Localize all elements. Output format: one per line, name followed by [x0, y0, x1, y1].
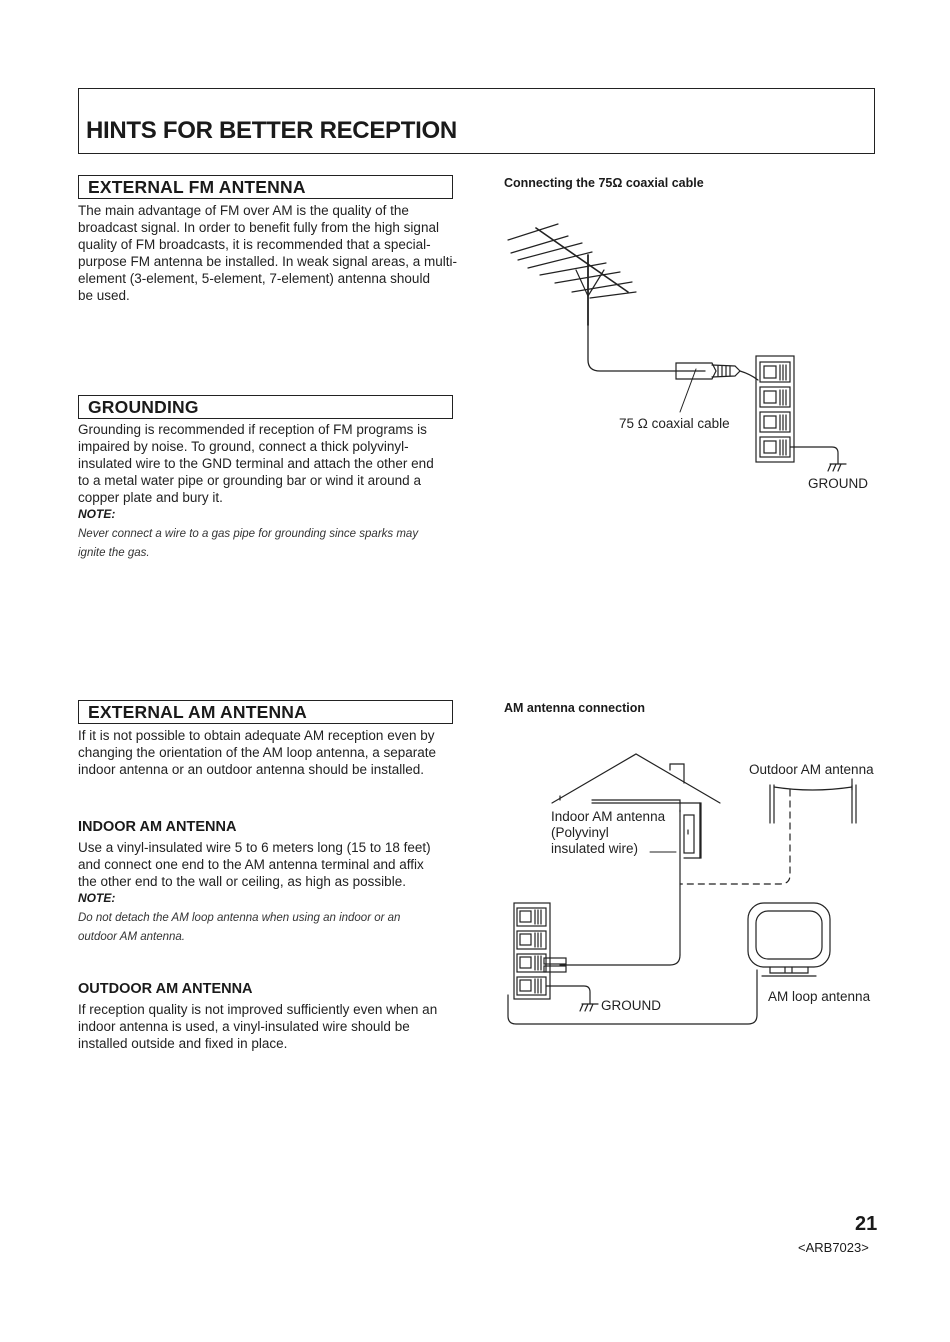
- am-section-title: EXTERNAL AM ANTENNA: [88, 702, 307, 722]
- fm-line: quality of FM broadcasts, it is recommended that a special-: [78, 237, 431, 252]
- cable-leader-line: [680, 369, 696, 412]
- page-title: HINTS FOR BETTER RECEPTION: [86, 117, 457, 144]
- outdoor-antenna-label: Outdoor AM antenna: [749, 762, 874, 777]
- outdoor-line: indoor antenna is used, a vinyl-insulated wire should be: [78, 1019, 410, 1034]
- fm-line: be used.: [78, 288, 130, 303]
- fm-line: broadcast signal. In order to benefit fully from the high signal: [78, 220, 439, 235]
- grounding-line: Grounding is recommended if reception of FM programs is: [78, 422, 427, 437]
- indoor-wire-to-terminal: [560, 955, 680, 965]
- am-line: If it is not possible to obtain adequate AM reception even by: [78, 728, 435, 743]
- grounding-line: to a metal water pipe or grounding bar or wind it around a: [78, 473, 421, 488]
- am-line: indoor antenna or an outdoor antenna should be installed.: [78, 762, 425, 777]
- am-line: changing the orientation of the AM loop antenna, a separate: [78, 745, 437, 760]
- grounding-line: copper plate and bury it.: [78, 490, 223, 505]
- indoor-line: and connect one end to the AM antenna terminal and affix: [78, 857, 424, 872]
- fm-section-title: EXTERNAL FM ANTENNA: [88, 177, 306, 197]
- indoor-line: the other end to the wall or ceiling, as high as possible.: [78, 874, 406, 889]
- grounding-line: insulated wire to the GND terminal and attach the other end: [78, 456, 434, 471]
- loop-cable: [508, 970, 757, 1024]
- am-ground-label: GROUND: [601, 998, 661, 1013]
- indoor-antenna-label-line: (Polyvinyl: [551, 825, 609, 840]
- grounding-note-line: ignite the gas.: [78, 547, 150, 559]
- document-code: <ARB7023>: [798, 1240, 869, 1255]
- indoor-line: Use a vinyl-insulated wire 5 to 6 meters long (15 to 18 feet): [78, 840, 431, 855]
- indoor-antenna-label: [551, 809, 665, 857]
- fm-figure-caption: Connecting the 75Ω coaxial cable: [504, 176, 704, 190]
- fm-line: element (3-element, 5-element, 7-element) antenna should: [78, 271, 430, 286]
- am-terminal-block: [514, 903, 550, 999]
- page-number: 21: [855, 1213, 878, 1235]
- fm-line: The main advantage of FM over AM is the quality of the: [78, 203, 409, 218]
- loop-antenna-label: AM loop antenna: [768, 989, 871, 1004]
- fm-ground-label: GROUND: [808, 476, 868, 491]
- fm-line: purpose FM antenna be installed. In weak signal areas, a multi-: [78, 254, 457, 269]
- outdoor-antenna-icon: [770, 779, 856, 823]
- am-ground-wire: [546, 986, 590, 1004]
- am-ground-icon: [580, 1004, 598, 1011]
- fm-cable-line: [588, 325, 705, 371]
- grounding-note-label: NOTE:: [78, 507, 116, 521]
- grounding-section-title: GROUNDING: [88, 397, 199, 417]
- fm-ground-wire: [790, 447, 838, 464]
- outdoor-line: installed outside and fixed in place.: [78, 1036, 288, 1051]
- indoor-note-label: NOTE:: [78, 891, 116, 905]
- outdoor-line: If reception quality is not improved sufficiently even when an: [78, 1002, 438, 1017]
- am-figure-caption: AM antenna connection: [504, 701, 645, 715]
- indoor-antenna-label-line: insulated wire): [551, 841, 639, 856]
- indoor-note-line: outdoor AM antenna.: [78, 931, 185, 943]
- fm-terminal-block: [756, 356, 794, 462]
- coaxial-cable-label: 75 Ω coaxial cable: [619, 416, 730, 431]
- fm-antenna-icon: [508, 224, 636, 325]
- grounding-note-line: Never connect a wire to a gas pipe for grounding since sparks may: [78, 528, 419, 540]
- fm-ground-icon: [828, 464, 846, 471]
- grounding-line: impaired by noise. To ground, connect a thick polyvinyl-: [78, 439, 409, 454]
- indoor-heading: INDOOR AM ANTENNA: [78, 819, 237, 835]
- outdoor-heading: OUTDOOR AM ANTENNA: [78, 981, 253, 997]
- am-loop-antenna-icon: [748, 903, 830, 976]
- indoor-antenna-label-line: Indoor AM antenna: [551, 809, 666, 824]
- indoor-note-line: Do not detach the AM loop antenna when using an indoor or an: [78, 912, 401, 924]
